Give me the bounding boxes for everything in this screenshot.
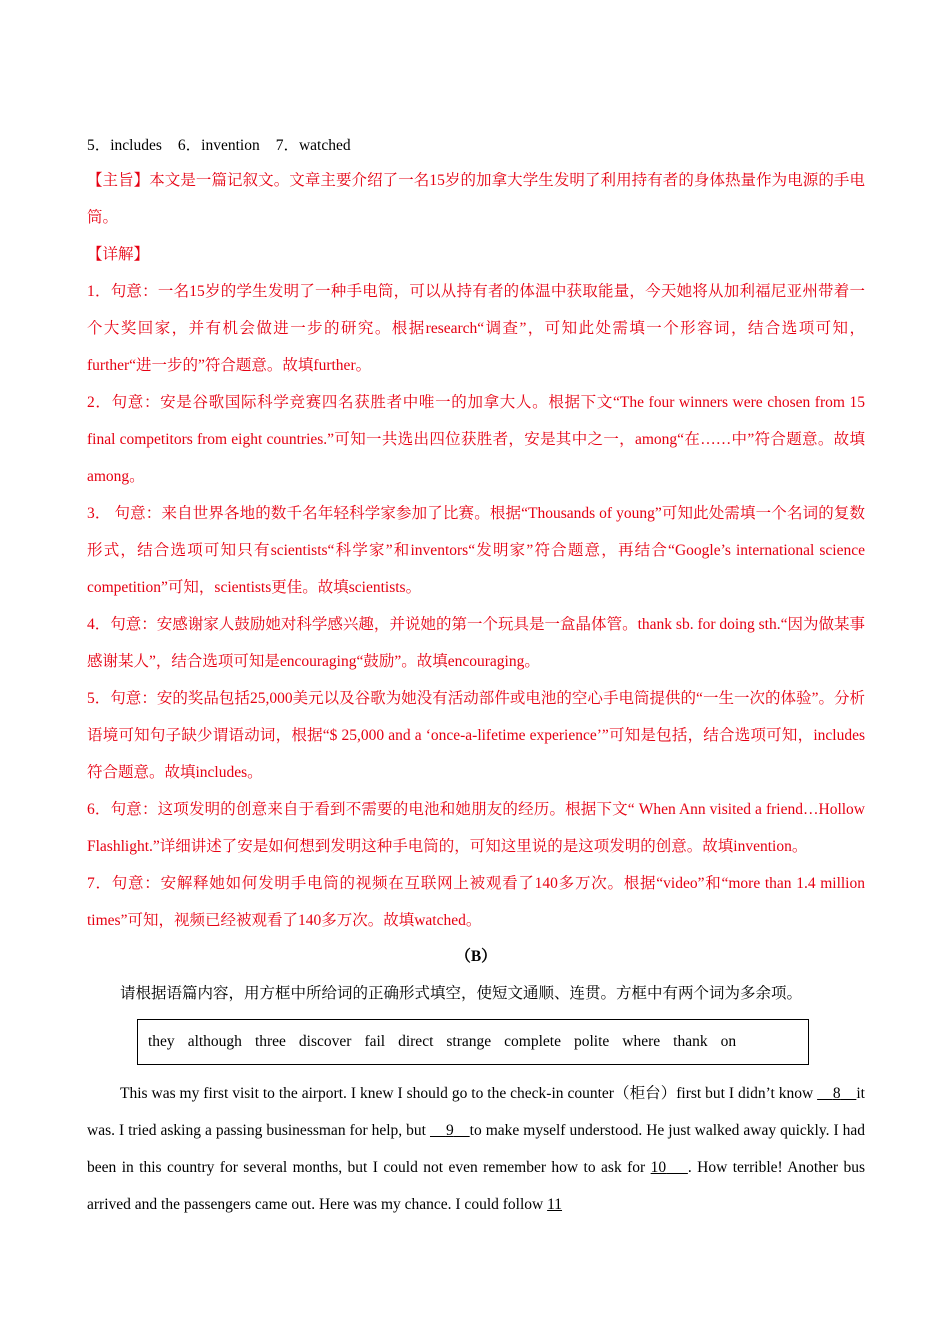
explanation-1: 1．句意：一名15岁的学生发明了一种手电筒，可以从持有者的体温中获取能量，今天她将从加利福尼亚州带着一个大奖回家，并有机会做进一步的研究。根据research“调查”，可知此处需填一个形容词，结合选项可知，further“进一步的”符合题意。故填further。 xyxy=(87,283,865,374)
word-item: complete xyxy=(504,1033,561,1050)
blank-10: 10 xyxy=(650,1159,667,1176)
story-text: to make myself understood. He just walked away quickly. I had been in this country for several months, but I could not even remember how to ask for xyxy=(87,1122,865,1176)
instruction: 请根据语篇内容，用方框中所给词的正确形式填空，使短文通顺、连贯。方框中有两个词为多余项。 xyxy=(120,985,803,1002)
answer-7: 7．watched xyxy=(275,137,351,154)
story-text: it was. I tried asking a passing businessman for help, but xyxy=(87,1085,865,1139)
blank-11: 11 xyxy=(547,1196,563,1213)
word-item: discover xyxy=(298,1033,352,1050)
detail-header: 【详解】 xyxy=(87,246,150,263)
word-box xyxy=(137,1019,809,1065)
explanation-2: 2．句意：安是谷歌国际科学竞赛四名获胜者中唯一的加拿大人。根据下文“The four winners were chosen from 15 final competitors from eight countries.”可知一共选出四位获胜者，安是其中之一，among“在……中”符合题意。故填among。 xyxy=(87,394,865,485)
word-item: where xyxy=(622,1033,661,1050)
answer-5: 5．includes xyxy=(87,137,162,154)
explanation-4: 4．句意：安感谢家人鼓励她对科学感兴趣，并说她的第一个玩具是一盒晶体管。thank sb. for doing sth.“因为做某事感谢某人”，结合选项可知是encouraging“鼓励”。故填encouraging。 xyxy=(87,616,865,670)
answer-6: 6．invention xyxy=(177,137,260,154)
explanation-6: 6．句意：这项发明的创意来自于看到不需要的电池和她朋友的经历。根据下文“ When Ann visited a friend…Hollow Flashlight.”详细讲述了安是如何想到发明这种手电筒的，可知这里说的是这项发明的创意。故填invention。 xyxy=(87,801,865,855)
summary: 【主旨】本文是一篇记叙文。文章主要介绍了一名15岁的加拿大学生发明了利用持有者的身体热量作为电源的手电筒。 xyxy=(87,172,865,226)
word-item: strange xyxy=(446,1033,492,1050)
answer-line xyxy=(87,126,865,162)
story-paragraph xyxy=(87,1075,865,1223)
story-text: . How terrible! Another bus arrived and the passengers came out. Here was my chance. I could follow xyxy=(87,1159,865,1213)
word-item: fail xyxy=(364,1033,386,1050)
explanation-3: 3． 句意：来自世界各地的数千名年轻科学家参加了比赛。根据“Thousands of young”可知此处需填一个名词的复数形式，结合选项可知只有scientists“科学家”和inventors“发明家”符合题意，再结合“Google’s international science competition”可知，scientists更佳。故填scientists。 xyxy=(87,505,865,596)
word-item: polite xyxy=(573,1033,610,1050)
explanation-5: 5．句意：安的奖品包括25,000美元以及谷歌为她没有活动部件或电池的空心手电筒提供的“一生一次的体验”。分析语境可知句子缺少谓语动词，根据“$ 25,000 and a ‘once-a-lifetime experience’”可知是包括，结合选项可知，includes符合题意。故填includes。 xyxy=(87,690,865,781)
word-item: three xyxy=(254,1033,286,1050)
explanation-7: 7．句意：安解释她如何发明手电筒的视频在互联网上被观看了140多万次。根据“video”和“more than 1.4 million times”可知，视频已经被观看了140多万次。故填watched。 xyxy=(87,875,865,929)
blank-8: 8 xyxy=(832,1085,841,1102)
blank-9: 9 xyxy=(445,1122,454,1139)
section-title: （B） xyxy=(455,948,497,965)
word-item: thank xyxy=(673,1033,708,1050)
document-page xyxy=(87,126,865,1223)
word-item: although xyxy=(187,1033,242,1050)
word-item: they xyxy=(148,1033,175,1050)
word-item: direct xyxy=(398,1033,434,1050)
story-text: This was my first visit to the airport. I knew I should go to the check-in counter（柜台）first but I didn’t know xyxy=(120,1085,818,1102)
word-item: on xyxy=(720,1033,737,1050)
